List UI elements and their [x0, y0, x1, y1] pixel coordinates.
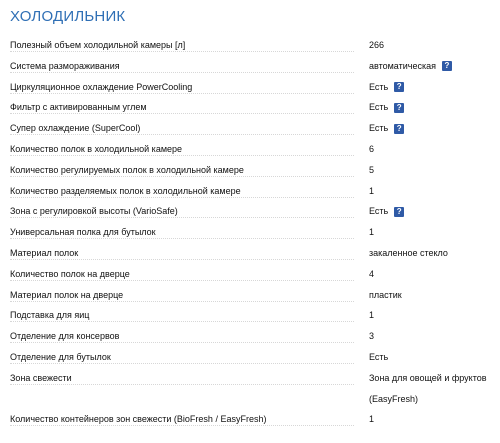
help-icon[interactable]: ? [442, 61, 452, 71]
dotted-divider [10, 321, 354, 322]
spec-label: Отделение для бутылок [10, 351, 111, 362]
spec-value-text: 266 [369, 40, 385, 50]
spec-value-text: Есть [369, 206, 389, 217]
spec-row [0, 97, 500, 118]
help-icon[interactable]: ? [394, 124, 404, 134]
spec-value [369, 222, 497, 243]
spec-value [369, 347, 497, 368]
spec-row [0, 305, 500, 326]
spec-value [369, 181, 497, 202]
spec-value-text: Зона для овощей и фруктов (EasyFresh) [369, 372, 487, 404]
dotted-divider [10, 425, 354, 426]
spec-row [0, 409, 500, 430]
dotted-divider [10, 134, 354, 135]
spec-label: Зона свежести [10, 372, 72, 383]
spec-value [369, 305, 497, 326]
spec-value [369, 264, 497, 285]
spec-value [369, 97, 497, 118]
spec-value-text: 6 [369, 143, 375, 154]
spec-value [369, 118, 497, 139]
spec-value [369, 243, 497, 264]
spec-label: Супер охлаждение (SuperCool) [10, 123, 141, 134]
dotted-divider [10, 197, 354, 198]
spec-row [0, 326, 500, 347]
dotted-divider [10, 176, 354, 177]
spec-label: Система размораживания [10, 60, 120, 71]
spec-label: Количество регулируемых полок в холодильной камере [10, 164, 244, 175]
spec-row [0, 264, 500, 285]
dotted-divider [10, 384, 354, 385]
spec-label: Универсальная полка для бутылок [10, 227, 156, 238]
spec-value [369, 160, 497, 181]
dotted-divider [10, 238, 354, 239]
spec-row [0, 285, 500, 306]
dotted-divider [10, 280, 354, 281]
dotted-divider [10, 93, 354, 94]
spec-value-text: 1 [369, 185, 375, 196]
dotted-divider [10, 72, 354, 73]
spec-label: Материал полок на дверце [10, 289, 124, 300]
spec-value-text: Есть [369, 123, 389, 134]
spec-label: Зона с регулировкой высоты (VarioSafe) [10, 206, 178, 217]
spec-value-text: 5 [369, 164, 375, 175]
spec-value [369, 77, 497, 98]
spec-row [0, 160, 500, 181]
spec-row [0, 222, 500, 243]
spec-label: Количество полок на дверце [10, 268, 130, 279]
spec-row [0, 56, 500, 77]
spec-row [0, 368, 500, 410]
spec-label: Материал полок [10, 247, 79, 258]
help-icon[interactable]: ? [394, 103, 404, 113]
spec-label: Количество контейнеров зон свежести (BioFresh / EasyFresh) [10, 414, 267, 425]
spec-value-text: 4 [369, 268, 375, 279]
spec-row [0, 181, 500, 202]
spec-value-text: автоматическая [369, 60, 436, 71]
spec-label: Полезный объем холодильной камеры [л] [10, 40, 186, 50]
spec-value [369, 285, 497, 306]
spec-row [0, 118, 500, 139]
dotted-divider [10, 155, 354, 156]
spec-row [0, 77, 500, 98]
dotted-divider [10, 113, 354, 114]
spec-value [369, 409, 497, 430]
spec-value-text: 3 [369, 331, 375, 342]
spec-value [369, 139, 497, 160]
spec-label: Фильтр с активированным углем [10, 102, 147, 113]
help-icon[interactable]: ? [394, 207, 404, 217]
spec-value [369, 35, 497, 56]
dotted-divider [10, 217, 354, 218]
spec-row [0, 139, 500, 160]
dotted-divider [10, 51, 354, 52]
help-icon[interactable]: ? [394, 82, 404, 92]
spec-value-text: Есть [369, 81, 389, 92]
dotted-divider [10, 342, 354, 343]
dotted-divider [10, 363, 354, 364]
section-title: ХОЛОДИЛЬНИК [10, 8, 126, 25]
spec-value-text: Есть [369, 102, 389, 113]
spec-label: Циркуляционное охлаждение PowerCooling [10, 81, 193, 92]
dotted-divider [10, 259, 354, 260]
spec-value [369, 326, 497, 347]
spec-row [0, 243, 500, 264]
spec-value [369, 56, 497, 77]
dotted-divider [10, 301, 354, 302]
spec-value-text: Есть [369, 351, 389, 362]
spec-list [0, 35, 500, 430]
spec-label: Количество полок в холодильной камере [10, 143, 183, 154]
spec-label: Количество разделяемых полок в холодильной камере [10, 185, 241, 196]
spec-row [0, 347, 500, 368]
spec-label: Отделение для консервов [10, 331, 120, 342]
spec-value-text: закаленное стекло [369, 247, 448, 258]
spec-row [0, 35, 500, 56]
spec-label: Подставка для яиц [10, 310, 90, 321]
spec-value-text: пластик [369, 289, 402, 300]
spec-value-text: 1 [369, 414, 375, 425]
spec-value [369, 368, 497, 410]
spec-value-text: 1 [369, 310, 375, 321]
spec-row [0, 201, 500, 222]
spec-value-text: 1 [369, 227, 375, 238]
spec-value [369, 201, 497, 222]
